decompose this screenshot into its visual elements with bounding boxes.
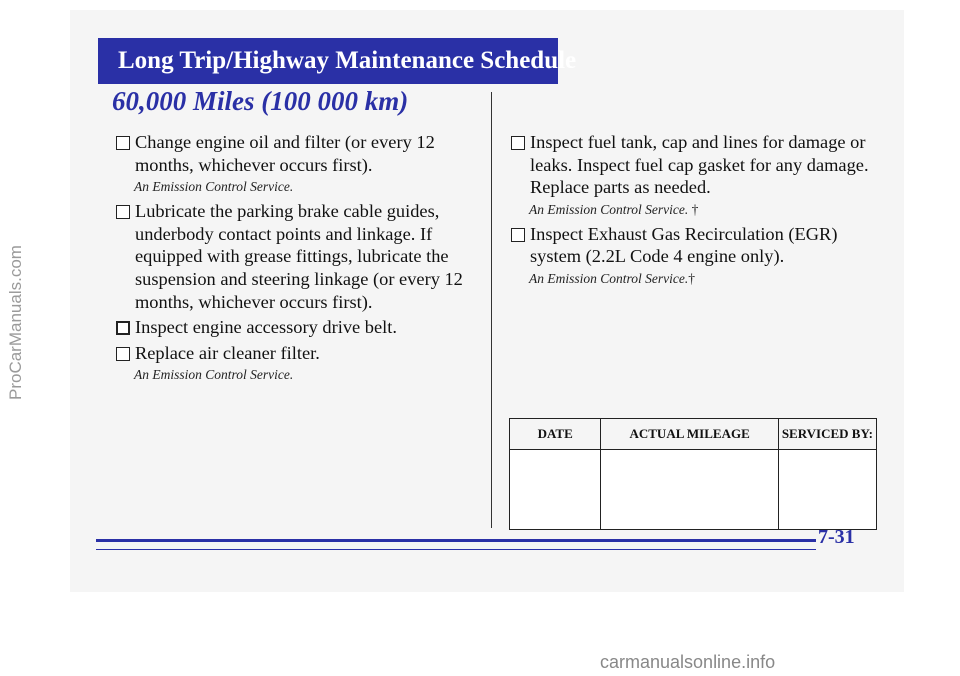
checkbox-icon[interactable] xyxy=(116,136,130,150)
item-note xyxy=(510,202,880,218)
dagger-mark: † xyxy=(688,270,695,286)
item-note: An Emission Control Service. xyxy=(134,367,294,383)
checkbox-icon[interactable] xyxy=(511,228,525,242)
checklist-item xyxy=(510,223,880,268)
table-row xyxy=(510,450,877,530)
item-text: Inspect engine accessory drive belt. xyxy=(135,317,397,338)
checkbox-icon[interactable] xyxy=(116,347,130,361)
checklist-item xyxy=(115,316,485,339)
bottom-watermark: carmanualsonline.info xyxy=(600,652,776,672)
page-header-title: Long Trip/Highway Maintenance Schedule xyxy=(118,47,577,74)
item-text: Replace air cleaner filter. xyxy=(135,342,320,363)
left-column xyxy=(115,131,485,388)
date-cell[interactable] xyxy=(510,450,601,530)
checklist-item xyxy=(510,131,880,199)
header-band xyxy=(98,38,577,84)
item-text: Inspect fuel tank, cap and lines for damage or leaks. Inspect fuel cap gasket for any damage. Replace parts as needed. xyxy=(530,132,869,198)
date-column-header: DATE xyxy=(510,419,601,450)
item-text: Lubricate the parking brake cable guides, underbody contact points and linkage. If equipped with grease fittings, lubricate the suspension and steering linkage (or every 12 months, whichever occurs first). xyxy=(135,201,463,312)
side-watermark: ProCarManuals.com xyxy=(6,245,25,400)
column-divider xyxy=(491,92,492,528)
section-title: 60,000 Miles (100 000 km) xyxy=(112,86,409,116)
table-header-row xyxy=(510,419,877,450)
page-number: 7-31 xyxy=(818,526,855,548)
checkbox-icon[interactable] xyxy=(116,321,130,335)
footer-rule xyxy=(96,539,816,542)
note-text: An Emission Control Service. xyxy=(529,270,689,286)
item-text: Change engine oil and filter (or every 12 months, whichever occurs first). xyxy=(135,132,435,175)
serviced-by-column-header: SERVICED BY: xyxy=(778,419,876,450)
checklist-item xyxy=(115,342,485,365)
serviced-by-cell[interactable] xyxy=(778,450,876,530)
checkbox-icon[interactable] xyxy=(116,205,130,219)
footer-rule-thin xyxy=(96,549,816,550)
checkbox-icon[interactable] xyxy=(511,136,525,150)
dagger-mark: † xyxy=(691,201,699,217)
mileage-cell[interactable] xyxy=(601,450,778,530)
mileage-column-header: ACTUAL MILEAGE xyxy=(601,419,778,450)
checklist-item xyxy=(115,131,485,176)
service-record-table xyxy=(509,418,877,530)
item-note: An Emission Control Service. xyxy=(134,179,294,195)
note-text: An Emission Control Service. xyxy=(529,201,689,217)
right-column xyxy=(510,131,880,292)
item-text: Inspect Exhaust Gas Recirculation (EGR) system (2.2L Code 4 engine only). xyxy=(530,223,838,267)
checklist-item xyxy=(115,200,485,313)
item-note xyxy=(510,271,880,287)
